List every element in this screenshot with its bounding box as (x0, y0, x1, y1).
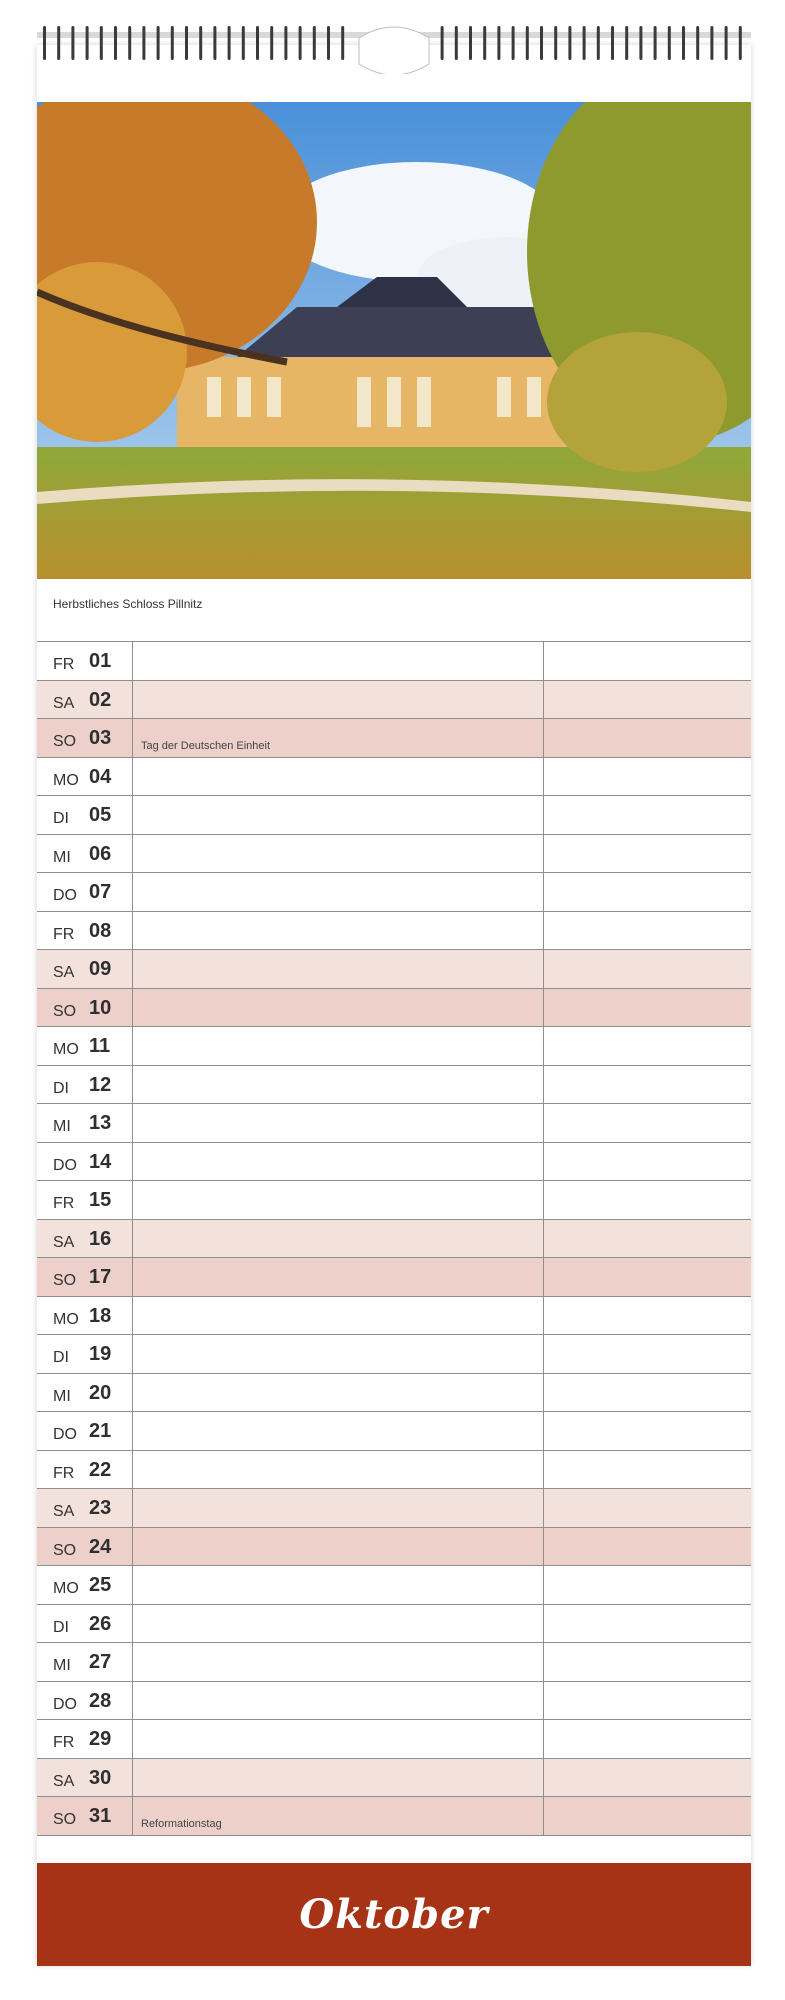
spiral-ring (597, 26, 600, 60)
spiral-ring (299, 26, 302, 60)
extra-note-cell[interactable] (544, 912, 751, 950)
extra-note-cell[interactable] (544, 1643, 751, 1681)
note-cell[interactable] (133, 1682, 544, 1720)
day-label-cell (37, 1297, 133, 1335)
spiral-ring (199, 26, 202, 60)
day-number: 30 (89, 1766, 112, 1789)
extra-note-cell[interactable] (544, 1797, 751, 1835)
day-label-cell (37, 1374, 133, 1412)
day-number: 24 (89, 1535, 112, 1558)
note-cell[interactable] (133, 1605, 544, 1643)
spiral-binding (37, 24, 751, 74)
day-number: 16 (89, 1227, 112, 1250)
day-label-cell (37, 1181, 133, 1219)
day-number: 03 (89, 727, 112, 749)
note-cell[interactable] (133, 1566, 544, 1604)
day-number: 15 (89, 1189, 112, 1211)
weekday-abbr: MI (53, 1657, 71, 1674)
day-number: 20 (89, 1381, 112, 1404)
spiral-ring (668, 26, 671, 60)
spiral-ring (639, 26, 642, 60)
day-row[interactable] (37, 1643, 751, 1682)
spiral-ring (43, 26, 46, 60)
day-number: 25 (89, 1574, 112, 1596)
weekday-abbr: DO (53, 1156, 77, 1174)
day-label-cell (37, 758, 133, 796)
extra-note-cell[interactable] (544, 1335, 751, 1373)
spiral-ring (100, 26, 103, 60)
note-cell[interactable] (133, 989, 544, 1027)
day-label-cell (37, 1066, 133, 1104)
note-cell[interactable] (133, 681, 544, 719)
weekday-abbr: MO (53, 1580, 79, 1597)
extra-note-cell[interactable] (544, 989, 751, 1027)
weekday-abbr: FR (53, 656, 75, 673)
extra-note-cell[interactable] (544, 1451, 751, 1489)
weekday-abbr: DI (53, 1618, 69, 1636)
day-label-cell (37, 1027, 133, 1065)
weekday-abbr: DI (53, 1079, 69, 1097)
day-number: 27 (89, 1651, 112, 1673)
day-row[interactable] (37, 873, 751, 912)
holiday-label: Reformationstag (141, 1818, 222, 1830)
day-grid (37, 641, 751, 1836)
spiral-ring (171, 26, 174, 60)
day-label-cell (37, 1335, 133, 1373)
note-cell[interactable] (133, 1720, 544, 1758)
day-label-cell (37, 912, 133, 950)
day-row[interactable] (37, 1451, 751, 1490)
weekday-abbr: SO (53, 1272, 77, 1289)
day-number: 19 (89, 1343, 112, 1365)
day-row[interactable] (37, 1066, 751, 1105)
weekday-abbr: SO (53, 1002, 77, 1020)
note-cell[interactable] (133, 873, 544, 911)
day-row[interactable] (37, 1566, 751, 1605)
weekday-abbr: MO (53, 1310, 79, 1328)
weekday-abbr: SA (53, 1233, 75, 1251)
day-label-cell (37, 681, 133, 719)
note-cell[interactable] (133, 758, 544, 796)
note-cell[interactable] (133, 1643, 544, 1681)
note-cell[interactable] (133, 950, 544, 988)
note-cell[interactable] (133, 1335, 544, 1373)
weekday-abbr: DI (53, 1349, 69, 1366)
day-number: 13 (89, 1112, 112, 1134)
spiral-ring (242, 26, 245, 60)
day-number: 22 (89, 1458, 112, 1481)
note-cell[interactable] (133, 1066, 544, 1104)
day-number: 01 (89, 650, 112, 672)
note-cell[interactable] (133, 1759, 544, 1797)
note-cell[interactable] (133, 1258, 544, 1296)
day-number: 23 (89, 1497, 112, 1519)
weekday-abbr: FR (53, 925, 75, 943)
spiral-ring (696, 26, 699, 60)
spiral-ring (512, 26, 515, 60)
day-label-cell (37, 719, 133, 757)
day-number: 28 (89, 1689, 112, 1712)
day-label-cell (37, 1104, 133, 1142)
spiral-ring (256, 26, 259, 60)
day-label-cell (37, 950, 133, 988)
day-label-cell (37, 1143, 133, 1181)
day-row[interactable] (37, 950, 751, 989)
day-number: 17 (89, 1266, 112, 1288)
extra-note-cell[interactable] (544, 1258, 751, 1296)
extra-note-cell[interactable] (544, 1682, 751, 1720)
note-cell[interactable] (133, 1143, 544, 1181)
day-label-cell (37, 1759, 133, 1797)
day-row[interactable] (37, 1759, 751, 1798)
spiral-ring (142, 26, 145, 60)
extra-note-cell[interactable] (544, 1759, 751, 1797)
spiral-ring (526, 26, 529, 60)
day-number: 06 (89, 842, 112, 865)
spiral-ring (341, 26, 344, 60)
day-label-cell (37, 835, 133, 873)
day-row[interactable] (37, 681, 751, 720)
extra-note-cell[interactable] (544, 1181, 751, 1219)
day-row[interactable] (37, 1720, 751, 1759)
note-cell[interactable] (133, 1104, 544, 1142)
spiral-ring (327, 26, 330, 60)
note-cell[interactable] (133, 1220, 544, 1258)
day-number: 14 (89, 1150, 112, 1173)
weekday-abbr: DO (53, 887, 77, 904)
day-row[interactable] (37, 1143, 751, 1182)
day-row[interactable] (37, 642, 751, 681)
weekday-abbr: DO (53, 1426, 77, 1443)
extra-note-cell[interactable] (544, 1143, 751, 1181)
extra-note-cell[interactable] (544, 873, 751, 911)
spiral-ring (583, 26, 586, 60)
extra-note-cell[interactable] (544, 642, 751, 680)
spiral-ring (228, 26, 231, 60)
day-label-cell (37, 873, 133, 911)
spiral-ring (483, 26, 486, 60)
day-row[interactable] (37, 989, 751, 1028)
extra-note-cell[interactable] (544, 719, 751, 757)
day-label-cell (37, 1605, 133, 1643)
extra-note-cell[interactable] (544, 1489, 751, 1527)
weekday-abbr: SO (53, 1541, 77, 1559)
day-row[interactable] (37, 1258, 751, 1297)
spiral-ring (441, 26, 444, 60)
day-number: 29 (89, 1728, 112, 1750)
extra-note-cell[interactable] (544, 1027, 751, 1065)
day-label-cell (37, 642, 133, 680)
extra-note-cell[interactable] (544, 1374, 751, 1412)
spiral-ring (497, 26, 500, 60)
spiral-ring (455, 26, 458, 60)
day-number: 02 (89, 688, 112, 711)
day-number: 05 (89, 804, 112, 826)
spiral-ring (540, 26, 543, 60)
day-row[interactable] (37, 1797, 751, 1836)
day-number: 11 (89, 1035, 111, 1057)
day-row[interactable] (37, 1605, 751, 1644)
day-number: 26 (89, 1612, 112, 1635)
extra-note-cell[interactable] (544, 1566, 751, 1604)
extra-note-cell[interactable] (544, 1104, 751, 1142)
note-cell[interactable] (133, 1528, 544, 1566)
weekday-abbr: SA (53, 964, 75, 981)
note-cell[interactable] (133, 796, 544, 834)
weekday-abbr: FR (53, 1195, 75, 1212)
month-banner (37, 1863, 751, 1966)
spiral-ring (185, 26, 188, 60)
extra-note-cell[interactable] (544, 1220, 751, 1258)
note-cell[interactable] (133, 1027, 544, 1065)
day-row[interactable] (37, 1181, 751, 1220)
spiral-ring (554, 26, 557, 60)
spiral-ring (654, 26, 657, 60)
note-cell[interactable] (133, 1297, 544, 1335)
day-number: 08 (89, 919, 112, 942)
castle-photo (37, 102, 751, 579)
weekday-abbr: MI (53, 1387, 71, 1405)
day-number: 18 (89, 1304, 112, 1327)
spiral-ring (568, 26, 571, 60)
month-title: Oktober (299, 1891, 489, 1938)
day-row[interactable] (37, 835, 751, 874)
extra-note-cell[interactable] (544, 835, 751, 873)
weekday-abbr: SO (53, 733, 77, 750)
spiral-ring (625, 26, 628, 60)
day-number: 21 (89, 1420, 112, 1442)
holiday-label: Tag der Deutschen Einheit (141, 740, 271, 752)
spiral-ring (128, 26, 131, 60)
spiral-ring (725, 26, 728, 60)
day-row[interactable] (37, 1682, 751, 1721)
day-label-cell (37, 1643, 133, 1681)
weekday-abbr: MO (53, 1041, 79, 1058)
day-row[interactable] (37, 719, 751, 758)
spiral-ring (270, 26, 273, 60)
note-cell[interactable] (133, 912, 544, 950)
day-label-cell (37, 1412, 133, 1450)
note-cell[interactable] (133, 1181, 544, 1219)
day-number: 31 (89, 1805, 112, 1827)
note-cell[interactable] (133, 1451, 544, 1489)
weekday-abbr: DI (53, 810, 69, 827)
day-label-cell (37, 1451, 133, 1489)
spiral-ring (284, 26, 287, 60)
day-row[interactable] (37, 1297, 751, 1336)
weekday-abbr: FR (53, 1464, 75, 1482)
day-row[interactable] (37, 1412, 751, 1451)
weekday-abbr: MI (53, 1118, 71, 1135)
day-label-cell (37, 1258, 133, 1296)
spiral-ring (86, 26, 89, 60)
spiral-ring (313, 26, 316, 60)
day-number: 12 (89, 1073, 112, 1096)
day-label-cell (37, 1489, 133, 1527)
day-label-cell (37, 1528, 133, 1566)
extra-note-cell[interactable] (544, 1412, 751, 1450)
extra-note-cell[interactable] (544, 1528, 751, 1566)
spiral-ring (682, 26, 685, 60)
day-row[interactable] (37, 1335, 751, 1374)
weekday-abbr: MI (53, 848, 71, 866)
note-cell[interactable] (133, 642, 544, 680)
weekday-abbr: SA (53, 694, 75, 712)
weekday-abbr: SA (53, 1772, 75, 1790)
note-cell[interactable] (133, 719, 544, 757)
weekday-abbr: SA (53, 1503, 75, 1520)
day-label-cell (37, 989, 133, 1027)
extra-note-cell[interactable] (544, 1297, 751, 1335)
day-number: 04 (89, 765, 112, 788)
day-label-cell (37, 1797, 133, 1835)
day-label-cell (37, 1682, 133, 1720)
extra-note-cell[interactable] (544, 796, 751, 834)
note-cell[interactable] (133, 1797, 544, 1835)
day-row[interactable] (37, 758, 751, 797)
day-row[interactable] (37, 1220, 751, 1259)
extra-note-cell[interactable] (544, 1605, 751, 1643)
note-cell[interactable] (133, 1374, 544, 1412)
extra-note-cell[interactable] (544, 758, 751, 796)
day-row[interactable] (37, 912, 751, 951)
day-row[interactable] (37, 1528, 751, 1567)
weekday-abbr: SO (53, 1811, 77, 1828)
day-number: 10 (89, 996, 112, 1019)
photo-caption: Herbstliches Schloss Pillnitz (53, 597, 203, 611)
day-row[interactable] (37, 1374, 751, 1413)
day-number: 09 (89, 958, 112, 980)
day-row[interactable] (37, 1489, 751, 1528)
day-number: 07 (89, 881, 112, 903)
note-cell[interactable] (133, 1412, 544, 1450)
spiral-ring (157, 26, 160, 60)
extra-note-cell[interactable] (544, 1066, 751, 1104)
spiral-ring (71, 26, 74, 60)
spiral-ring (114, 26, 117, 60)
day-label-cell (37, 1566, 133, 1604)
extra-note-cell[interactable] (544, 950, 751, 988)
weekday-abbr: DO (53, 1695, 77, 1713)
day-row[interactable] (37, 796, 751, 835)
day-label-cell (37, 1220, 133, 1258)
extra-note-cell[interactable] (544, 1720, 751, 1758)
day-label-cell (37, 1720, 133, 1758)
spiral-ring (469, 26, 472, 60)
spiral-ring (57, 26, 60, 60)
weekday-abbr: MO (53, 771, 79, 789)
spiral-ring (710, 26, 713, 60)
day-row[interactable] (37, 1027, 751, 1066)
note-cell[interactable] (133, 835, 544, 873)
spiral-ring (213, 26, 216, 60)
spiral-ring (611, 26, 614, 60)
weekday-abbr: FR (53, 1734, 75, 1751)
spiral-ring (739, 26, 742, 60)
day-label-cell (37, 796, 133, 834)
note-cell[interactable] (133, 1489, 544, 1527)
day-row[interactable] (37, 1104, 751, 1143)
extra-note-cell[interactable] (544, 681, 751, 719)
